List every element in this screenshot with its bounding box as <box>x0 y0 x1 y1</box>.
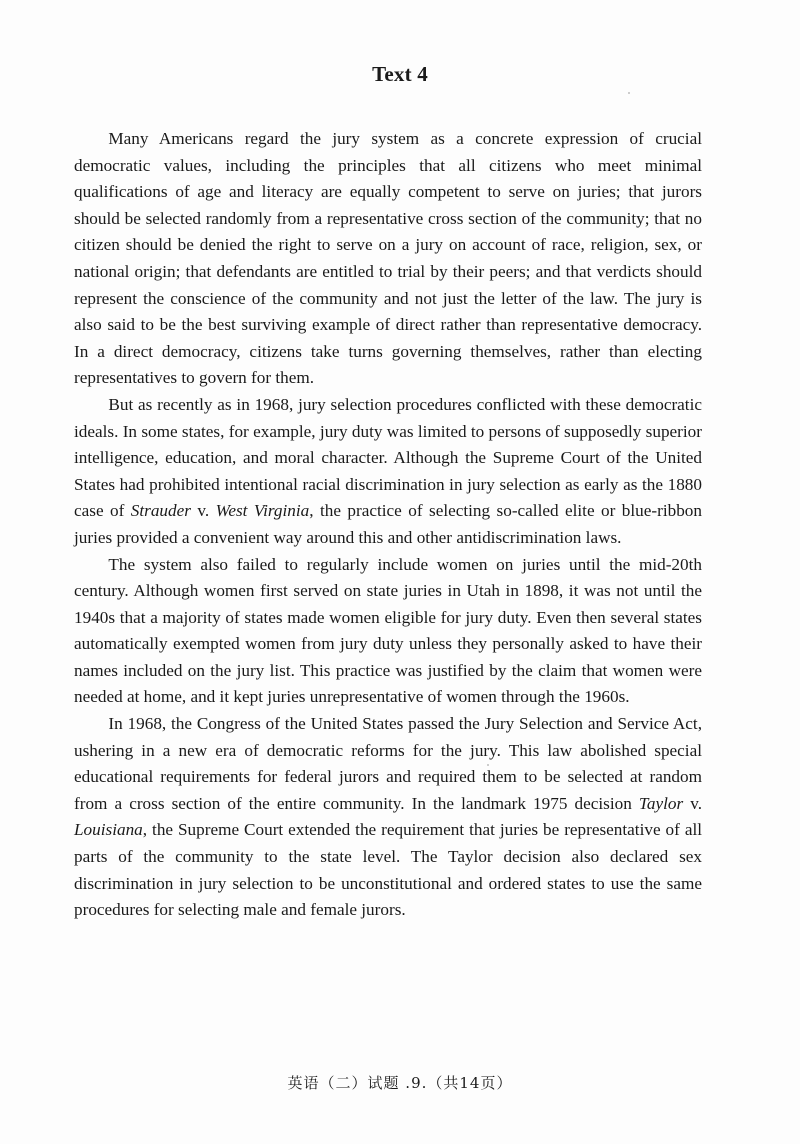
page-footer: 英语（二）试题 .9.（共14页） <box>287 1074 513 1092</box>
page-title: Text 4 <box>372 62 428 86</box>
case-versus: v. <box>683 793 702 813</box>
case-name-louisiana: Louisiana <box>74 820 143 840</box>
paragraph-4 <box>74 711 702 924</box>
scan-speck <box>487 764 489 766</box>
paragraph-3 <box>74 552 702 712</box>
case-name-strauder: Strauder <box>130 501 191 521</box>
case-versus: v. <box>190 501 216 521</box>
paragraph-1-text: Many Americans regard the jury system as a concrete expression of crucial democratic values, including the principles that all citizens who meet minimal qualifications of age and literacy are equally competent to serve on juries; that jurors should be selected randomly from a representative cross section of the community; that no citizen should be denied the right to serve on a jury on account of race, religion, sex, or national origin; that defendants are entitled to trial by their peers; and that verdicts should represent the conscience of the community and not just the letter of the law. The jury is also said to be the best surviving example of direct rather than representative democracy. In a direct democracy, citizens take turns governing themselves, rather than electing representatives to govern for them. <box>74 129 702 388</box>
paragraph-1 <box>74 126 702 392</box>
paragraph-2-text-b: , the practice of selecting so-called elite or blue-ribbon juries provided a convenient way around this and other antidiscrimination laws. <box>74 501 702 547</box>
article-body <box>74 126 702 924</box>
paragraph-2-text-a: But as recently as in 1968, jury selection procedures conflicted with these democratic ideals. In some states, for example, jury duty was limited to persons of supposedly superior intelligence, education, and moral character. Although the Supreme Court of the United States had prohibited intentional racial discrimination in jury selection as early as the 1880 case of <box>74 394 702 521</box>
case-name-taylor: Taylor <box>638 793 684 813</box>
paragraph-3-text: The system also failed to regularly include women on juries until the mid-20th century. Although women first served on state juries in Utah in 1898, it was not until the 1940s that a majority of states made women eligible for jury duty. Even then several states automatically exempted women from jury duty unless they personally asked to have their names included on the jury list. This practice was justified by the claim that women were needed at home, and it kept juries unrepresentative of women through the 1960s. <box>74 554 702 707</box>
paragraph-4-text-b: , the Supreme Court extended the requirement that juries be representative of all parts of the community to the state level. The Taylor decision also declared sex discrimination in jury selection to be unconstitutional and ordered states to use the same procedures for selecting male and female jurors. <box>74 820 702 920</box>
case-name-west-virginia: West Virginia <box>215 501 310 521</box>
paragraph-4-text-a: In 1968, the Congress of the United States passed the Jury Selection and Service Act, ushering in a new era of democratic reforms for the jury. This law abolished special educational requirements for federal jurors and required them to be selected at random from a cross section of the entire community. In the landmark 1975 decision <box>74 714 702 813</box>
paragraph-2 <box>74 392 702 552</box>
scan-speck <box>628 92 630 94</box>
